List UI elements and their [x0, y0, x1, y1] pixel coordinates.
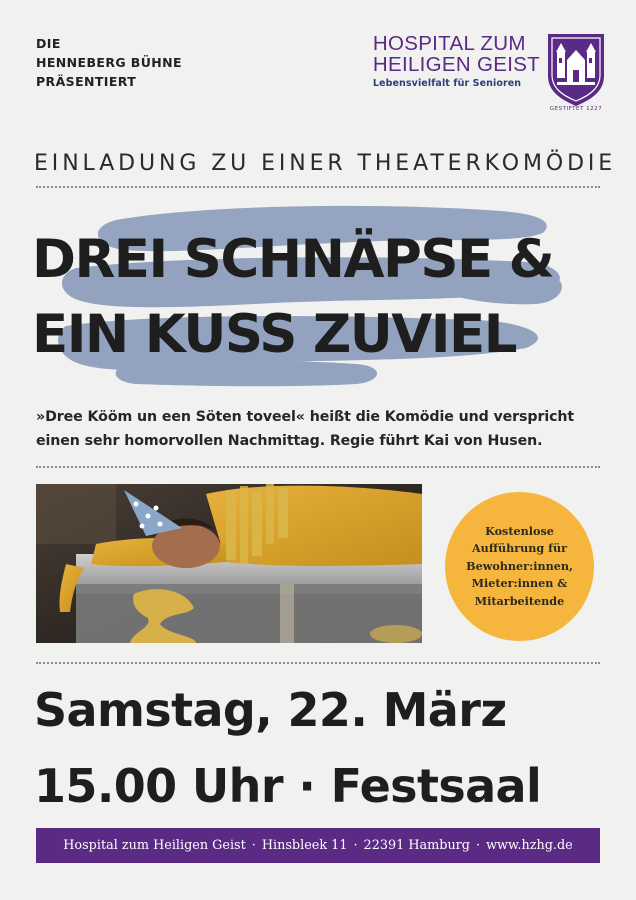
event-date: Samstag, 22. März	[34, 683, 507, 737]
play-title	[32, 222, 622, 372]
footer-separator: ·	[476, 838, 481, 853]
hospital-name-line-1: HOSPITAL ZUM	[372, 32, 526, 55]
hospital-logo-text	[373, 33, 540, 89]
presenter-block	[36, 34, 182, 91]
play-title-line-1: DREI SCHNÄPSE &	[32, 229, 554, 290]
footer-street: Hinsbleek 11	[261, 838, 348, 853]
footer-website-link[interactable]: www.hzhg.de	[486, 838, 573, 853]
footer-separator: ·	[353, 838, 358, 853]
footer-organisation: Hospital zum Heiligen Geist	[63, 838, 246, 853]
badge-line-5: Mitarbeitende	[474, 593, 565, 608]
hospital-tagline: Lebensvielfalt für Senioren	[372, 78, 522, 89]
crest-text: GESTIFTET 1227	[549, 106, 603, 112]
divider-top	[36, 186, 600, 188]
presenter-line-3: PRÄSENTIERT	[36, 74, 137, 89]
footer-bar	[36, 828, 600, 863]
invitation-heading: EINLADUNG ZU EINER THEATERKOMÖDIE	[34, 151, 617, 176]
event-date-time	[34, 672, 614, 824]
badge-line-1: Kostenlose	[485, 523, 554, 538]
hospital-crest-icon	[543, 30, 609, 112]
intro-line-1: »Dree Kööm un een Söten toveel« heißt die Komödie und verspricht	[36, 409, 575, 425]
presenter-line-2: HENNEBERG BÜHNE	[36, 55, 182, 70]
party-sleeping-photo-icon	[36, 484, 422, 643]
footer-city: 22391 Hamburg	[363, 838, 470, 853]
badge-line-2: Aufführung für	[472, 541, 567, 556]
event-time-location: 15.00 Uhr · Festsaal	[34, 759, 542, 813]
divider-bottom	[36, 662, 600, 664]
intro-text	[36, 405, 606, 453]
play-title-line-2: EIN KUSS ZUVIEL	[32, 304, 517, 365]
badge-line-4: Mieter:innen &	[471, 576, 568, 591]
party-photo	[36, 484, 422, 643]
divider-middle	[36, 466, 600, 468]
footer-separator: ·	[251, 838, 256, 853]
free-admission-badge	[445, 492, 594, 641]
intro-line-2: einen sehr homorvollen Nachmittag. Regie führt Kai von Husen.	[36, 433, 543, 449]
presenter-line-1: DIE	[36, 36, 61, 51]
badge-line-3: Bewohner:innen,	[466, 558, 573, 573]
hospital-name-line-2: HEILIGEN GEIST	[372, 53, 540, 76]
hospital-name	[373, 33, 540, 75]
